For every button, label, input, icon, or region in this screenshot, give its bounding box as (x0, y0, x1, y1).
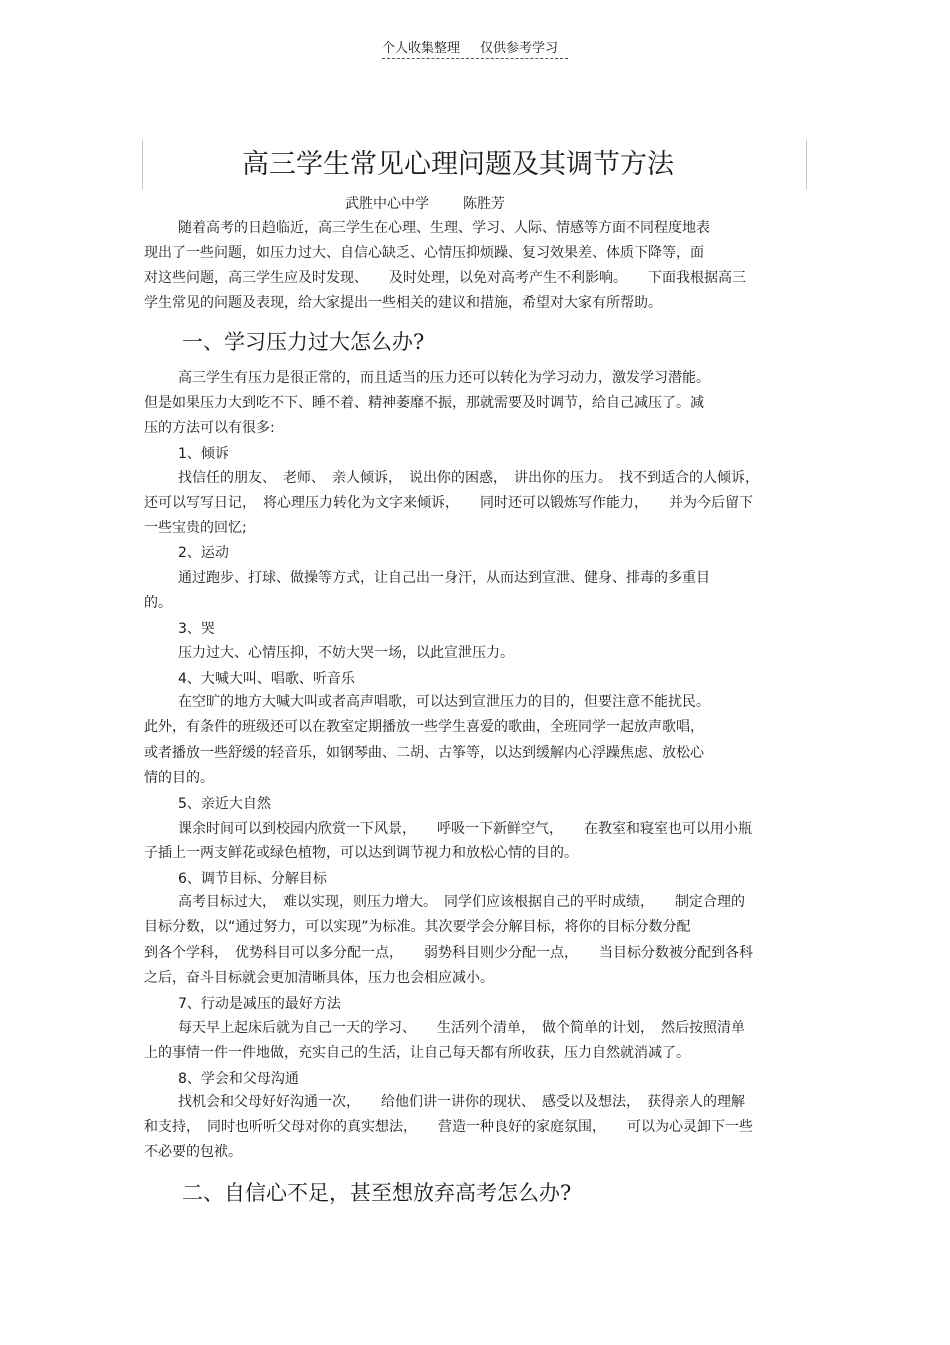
paragraph-line: 找机会和父母好好沟通一次， 给他们讲一讲你的现状、 感受以及想法， 获得亲人的理解 (178, 1094, 745, 1110)
subheading-4: 4、大喊大叫、唱歌、听音乐 (178, 671, 355, 687)
paragraph-line: 情的目的。 (144, 770, 214, 786)
author-school: 武胜中心中学 (345, 196, 429, 212)
paragraph-line: 子插上一两支鲜花或绿色植物，可以达到调节视力和放松心情的目的。 (144, 845, 578, 861)
paragraph-line: 还可以写写日记， 将心理压力转化为文字来倾诉， 同时还可以锻炼写作能力， 并为今后留下 (144, 495, 753, 511)
paragraph-line: 此外，有条件的班级还可以在教室定期播放一些学生喜爱的歌曲，全班同学一起放声歌唱， (144, 719, 704, 735)
paragraph-line: 高考目标过大， 难以实现，则压力增大。 同学们应该根据自己的平时成绩， 制定合理的 (178, 894, 745, 910)
paragraph-line: 课余时间可以到校园内欣赏一下风景， 呼吸一下新鲜空气， 在教室和寝室也可以用小瓶 (178, 821, 752, 837)
section-heading-2: 二、自信心不足，甚至想放弃高考怎么办? (182, 1181, 572, 1205)
section-heading-1: 一、学习压力过大怎么办? (182, 330, 425, 354)
paragraph-line: 在空旷的地方大喊大叫或者高声唱歌，可以达到宣泄压力的目的，但要注意不能扰民。 (178, 694, 710, 710)
subheading-2: 2、运动 (178, 545, 229, 561)
subheading-5: 5、亲近大自然 (178, 796, 271, 812)
paragraph-line: 压力过大、心情压抑，不妨大哭一场，以此宣泄压力。 (178, 645, 514, 661)
paragraph-line: 和支持， 同时也听听父母对你的真实想法， 营造一种良好的家庭氛围， 可以为心灵卸下一些 (144, 1119, 753, 1135)
paragraph-line: 或者播放一些舒缓的轻音乐，如钢琴曲、二胡、古筝等，以达到缓解内心浮躁焦虑、放松心 (144, 745, 704, 761)
subheading-6: 6、调节目标、分解目标 (178, 871, 327, 887)
subheading-8: 8、学会和父母沟通 (178, 1071, 299, 1087)
subheading-3: 3、哭 (178, 621, 215, 637)
intro-line-1: 随着高考的日趋临近，高三学生在心理、生理、学习、人际、情感等方面不同程度地表 (178, 220, 710, 236)
paragraph-line: 上的事情一件一件地做，充实自己的生活，让自己每天都有所收获，压力自然就消减了。 (144, 1045, 690, 1061)
document-title: 高三学生常见心理问题及其调节方法 (242, 149, 674, 180)
intro-line-2: 现出了一些问题，如压力过大、自信心缺乏、心情压抑烦躁、复习效果差、体质下降等，面 (144, 245, 704, 261)
intro-line-3: 对这些问题，高三学生应及时发现、 及时处理，以免对高考产生不利影响。 下面我根据高三 (144, 270, 746, 286)
intro-line-4: 学生常见的问题及表现，给大家提出一些相关的建议和措施，希望对大家有所帮助。 (144, 295, 662, 311)
paragraph-line: 到各个学科， 优势科目可以多分配一点， 弱势科目则少分配一点， 当目标分数被分配到各科 (144, 945, 753, 961)
paragraph-line: 之后，奋斗目标就会更加清晰具体，压力也会相应减小。 (144, 970, 494, 986)
page-header (382, 40, 568, 59)
paragraph-line: 通过跑步、打球、做操等方式，让自己出一身汗，从而达到宣泄、健身、排毒的多重目 (178, 570, 710, 586)
author-name: 陈胜芳 (463, 196, 505, 212)
paragraph-line: 目标分数，以“通过努力，可以实现”为标准。其次要学会分解目标，将你的目标分数分配 (144, 919, 691, 935)
paragraph-line: 不必要的包袱。 (144, 1144, 242, 1160)
paragraph-line: 高三学生有压力是很正常的，而且适当的压力还可以转化为学习动力，激发学习潜能。 (178, 370, 710, 386)
paragraph-line: 找信任的朋友、 老师、 亲人倾诉， 说出你的困惑， 讲出你的压力。 找不到适合的人倾诉， (178, 470, 759, 486)
paragraph-line: 每天早上起床后就为自己一天的学习、 生活列个清单， 做个简单的计划， 然后按照清单 (178, 1020, 745, 1036)
author-line (345, 194, 505, 214)
header-left-text: 个人收集整理 (382, 41, 461, 56)
header-right-text: 仅供参考学习 (480, 41, 559, 56)
paragraph-line: 的。 (144, 595, 172, 611)
paragraph-line: 一些宝贵的回忆; (144, 520, 247, 536)
paragraph-line: 但是如果压力大到吃不下、睡不着、精神萎靡不振，那就需要及时调节，给自己减压了。减 (144, 395, 704, 411)
subheading-1: 1、倾诉 (178, 446, 229, 462)
paragraph-line: 压的方法可以有很多: (144, 420, 275, 436)
subheading-7: 7、行动是减压的最好方法 (178, 996, 341, 1012)
